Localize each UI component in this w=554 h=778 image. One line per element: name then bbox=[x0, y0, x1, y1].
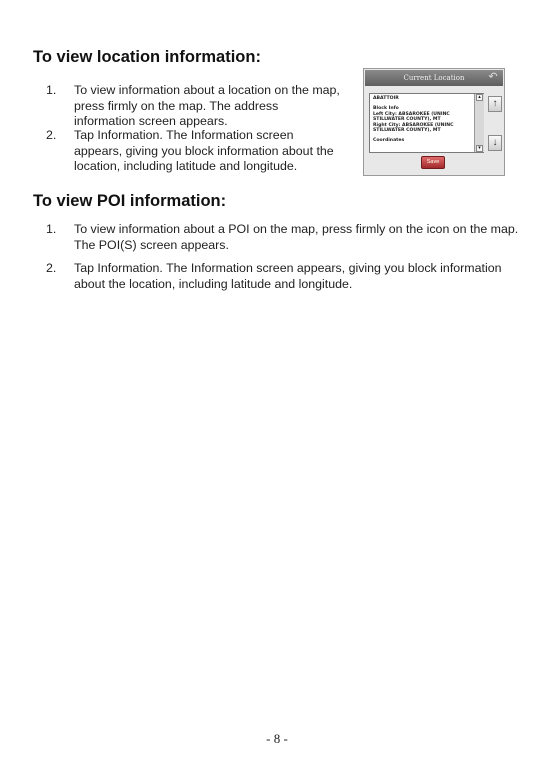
info-line: Right City: ABSAROKEE (UNINC bbox=[373, 122, 454, 128]
device-screenshot bbox=[363, 68, 505, 176]
device-info-panel bbox=[369, 93, 484, 153]
down-arrow-icon: ↓ bbox=[488, 135, 502, 151]
back-arrow-icon: ↶ bbox=[488, 71, 498, 83]
item-number: 1. bbox=[46, 222, 57, 236]
info-line: STILLWATER COUNTY), MT bbox=[373, 128, 441, 134]
device-title: Current Location bbox=[365, 70, 503, 86]
item-text: To view information about a POI on the map, press firmly on the icon on the map. The POI(S) screen appears. bbox=[74, 222, 519, 252]
device-save-button: Save bbox=[421, 156, 445, 169]
info-line: ABATTOIR bbox=[373, 96, 399, 101]
up-arrow-icon: ↑ bbox=[488, 96, 502, 112]
item-text: To view information about a location on the map, press firmly on the map. The address information screen appears. bbox=[74, 83, 340, 128]
scroll-down-icon: ▾ bbox=[476, 145, 483, 152]
info-line: STILLWATER COUNTY), MT bbox=[373, 117, 441, 123]
item-number: 2. bbox=[46, 128, 57, 142]
info-line: Block Info bbox=[373, 106, 399, 112]
item-text: Tap Information. The Information screen appears, giving you block information about the location, including latitude and longitude. bbox=[74, 128, 334, 173]
info-line: Coordinates bbox=[373, 138, 405, 144]
item-number: 1. bbox=[46, 83, 57, 97]
scroll-up-icon: ▴ bbox=[476, 94, 483, 101]
page-number: - 8 - bbox=[266, 731, 288, 746]
item-number: 2. bbox=[46, 261, 57, 275]
heading-poi: To view POI information: bbox=[33, 192, 227, 210]
device-scrollbar bbox=[474, 94, 484, 152]
info-line: Left City: ABSAROKEE (UNINC bbox=[373, 111, 450, 117]
item-text: Tap Information. The Information screen appears, giving you block information about the location, including latitude and longitude. bbox=[74, 261, 502, 291]
heading-location: To view location information: bbox=[33, 48, 261, 66]
